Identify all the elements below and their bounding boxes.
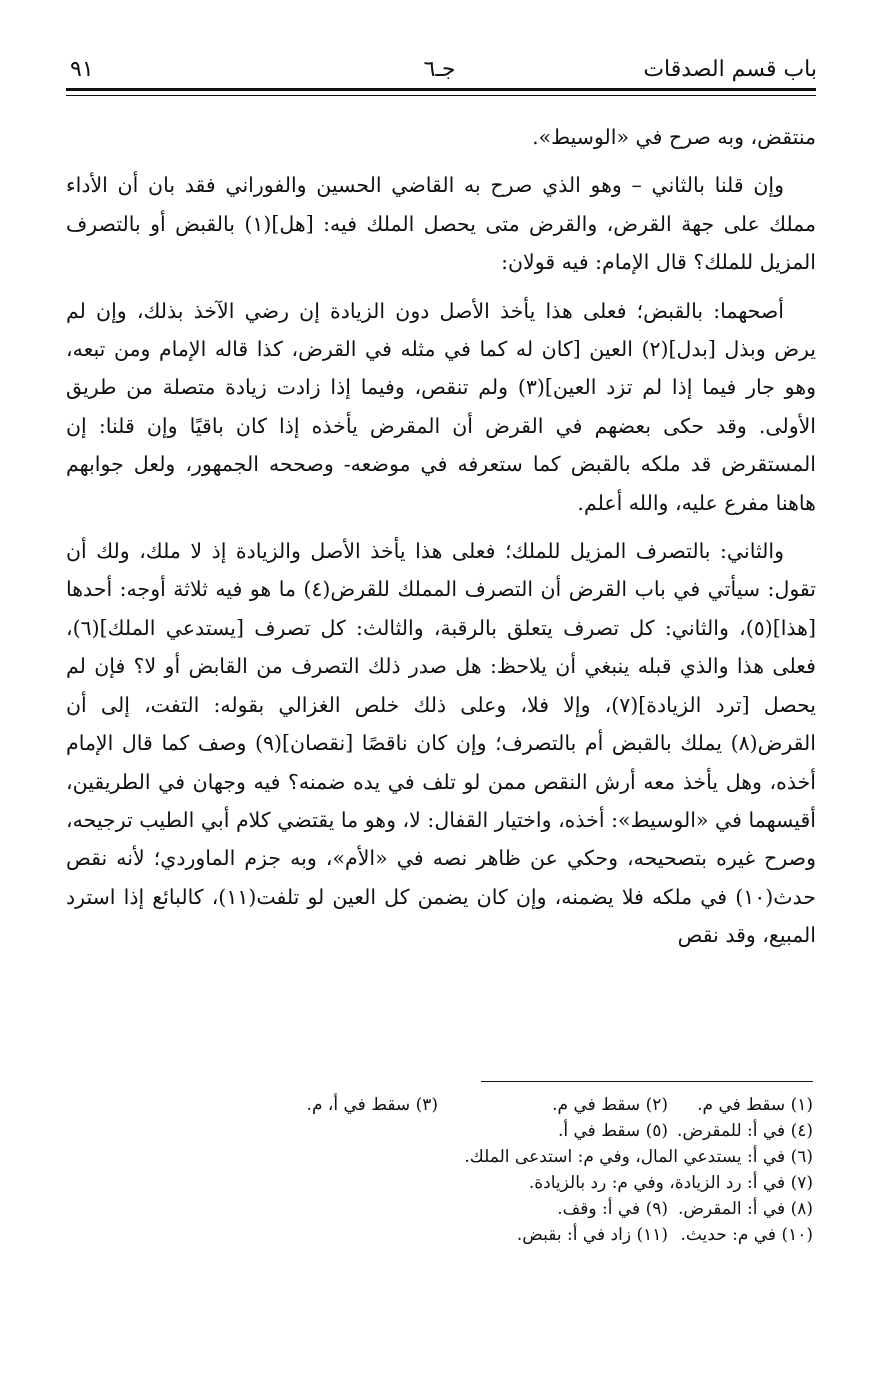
volume-label: جـ٦ xyxy=(423,57,456,82)
footnote-row xyxy=(63,1170,813,1196)
header-rule-thin xyxy=(66,95,816,96)
chapter-title: باب قسم الصدقات xyxy=(643,57,817,82)
footnote: (٣) سقط في أ، م. xyxy=(306,1095,438,1115)
paragraph: وإن قلنا بالثاني – وهو الذي صرح به القاضي الحسين والفوراني فقد بان أن الأداء مملك على جهة القرض، والقرض متى يحصل الملك فيه: [هل](١) بالقبض أو بالتصرف المزيل للملك؟ قال الإمام: فيه قولان: xyxy=(66,173,817,275)
paragraph: أصحهما: بالقبض؛ فعلى هذا يأخذ الأصل دون الزيادة إن رضي الآخذ بذلك، وإن لم يرض وبذل [بدل](٢) العين [كان له كما في مثله في القرض، كذا قاله الإمام ومن تبعه، وهو جار فيما إذا لم تزد العين](٣) ولم تنقص، وفيما إذا زادت زيادة متصلة من طريق الأولى. وقد حكى بعضهم في القرض أن المقرض يأخذه إذا كان باقيًا وإن قلنا: إن المستقرض قد ملكه بالقبض كما ستعرفه في موضعه- وصححه الجمهور، ولعل جوابهم هاهنا مفرع عليه، والله أعلم. xyxy=(66,298,816,515)
footnote: (٦) في أ: يستدعي المال، وفي م: استدعى الملك. xyxy=(464,1147,813,1167)
running-header xyxy=(62,52,817,92)
footnote: (٤) في أ: للمقرض. xyxy=(677,1121,813,1141)
footnote-row xyxy=(63,1118,813,1144)
header-rule-thick xyxy=(66,88,816,91)
paragraph: منتقض، وبه صرح في «الوسيط». xyxy=(532,125,816,149)
page-number: ٩١ xyxy=(70,57,94,82)
footnote-row xyxy=(63,1144,813,1170)
footnote-row xyxy=(63,1222,813,1248)
footnote: (٥) سقط في أ. xyxy=(557,1121,668,1141)
paragraph: والثاني: بالتصرف المزيل للملك؛ فعلى هذا يأخذ الأصل والزيادة إذ لا ملك، ولك أن تقول: سيأتي في باب القرض أن التصرف المملك للقرض(٤) ما هو فيه ثلاثة أوجه: أحدها [هذا](٥)، والثاني: كل تصرف يتعلق بالرقبة، والثالث: كل تصرف [يستدعي الملك](٦)، فعلى هذا والذي قبله ينبغي أن يلاحظ: هل صدر ذلك التصرف من القابض أو لا؟ فإن لم يحصل [ترد الزيادة](٧)، وإلا فلا، وعلى ذلك خلص الغزالي بقوله: التفت، إلى أن القرض(٨) يملك بالقبض أم بالتصرف؛ وإن كان ناقصًا [نقصان](٩) وصف كما قال الإمام أخذه، وهل يأخذ معه أرش النقص ممن لو تلف في يده ضمنه؟ فيه وجهان في الطريقين، أقيسهما في «الوسيط»: أخذه، واختيار القفال: لا، وهو ما يقتضي كلام أبي الطيب ترجيحه، وصرح غيره بتصحيحه، وحكي عن ظاهر نصه في «الأم»، وبه جزم الماوردي؛ لأنه نقص حدث(١٠) في ملكه فلا يضمنه، وإن كان يضمن كل العين لو تلفت(١١)، كالبائع إذا استرد المبيع، وقد نقص xyxy=(66,539,817,948)
footnotes xyxy=(63,1092,813,1248)
footnote: (٢) سقط في م. xyxy=(552,1095,668,1115)
footnote: (٩) في أ: وقف. xyxy=(557,1199,668,1219)
footnote: (١) سقط في م. xyxy=(697,1095,813,1115)
footnote: (١٠) في م: حديث. xyxy=(680,1225,813,1245)
footnote-separator xyxy=(481,1081,813,1082)
footnote-row xyxy=(63,1196,813,1222)
footnote: (١١) زاد في أ: بقبض. xyxy=(516,1225,668,1245)
footnote: (٨) في أ: المقرض. xyxy=(677,1199,813,1219)
footnote: (٧) في أ: رد الزيادة، وفي م: رد بالزيادة. xyxy=(528,1173,813,1193)
main-text xyxy=(66,118,816,965)
footnote-row xyxy=(63,1092,813,1118)
